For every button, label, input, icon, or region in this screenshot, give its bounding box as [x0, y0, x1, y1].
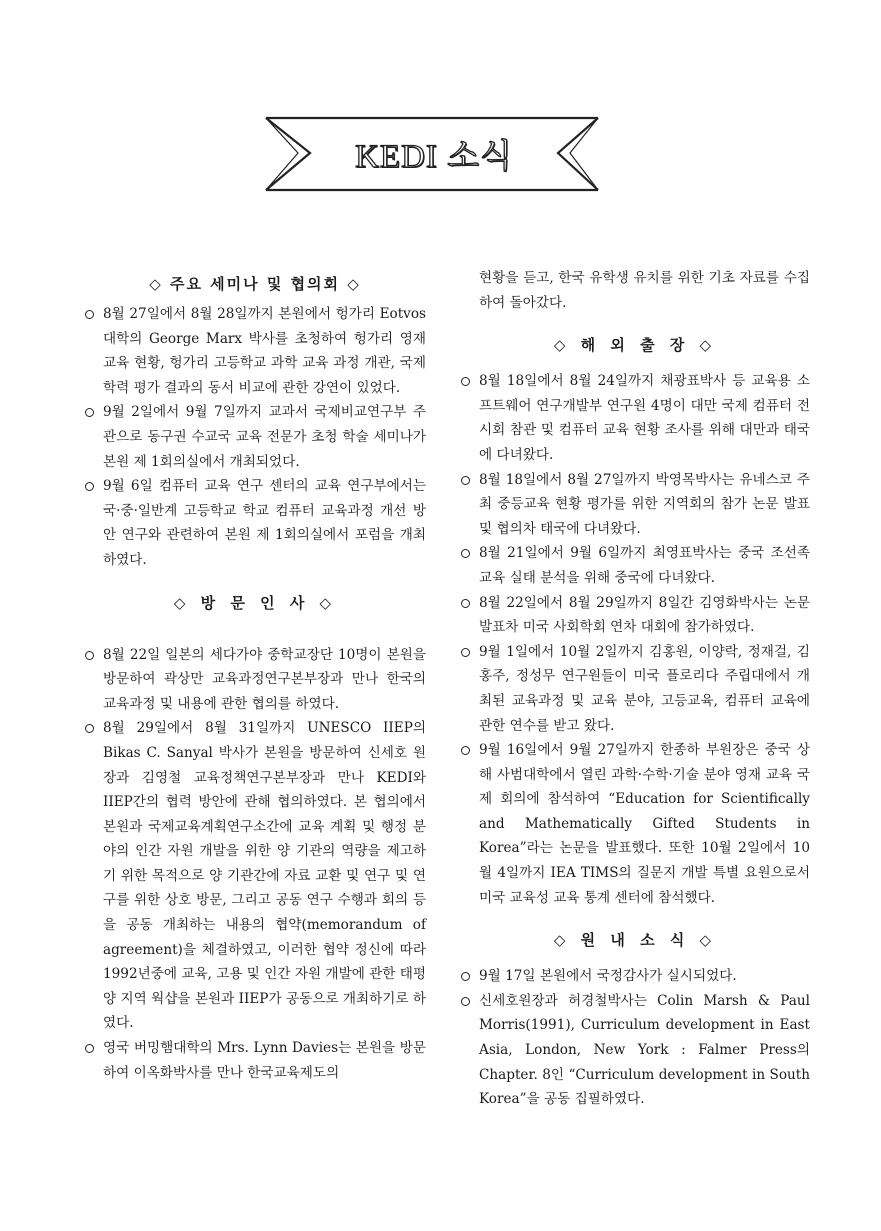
- list-item: 8월 27일에서 8월 28일까지 본원에서 헝가리 Eotvos대학의 George Marx 박사를 초청하여 헝가리 영재 교육 현황, 헝가리 고등학교 과학 교육 과정 개관, 국제 학력 평가 결과의 동서 비교에 관한 강연이 있었다.: [84, 302, 426, 400]
- list-item: 9월 2일에서 9월 7일까지 교과서 국제비교연구부 주관으로 동구권 수교국 교육 전문가 초청 학술 세미나가 본원 제 1회의실에서 개최되었다.: [84, 400, 426, 474]
- seminar-list: [84, 302, 426, 573]
- heading-seminars: ◇ 주요 세미나 및 협의회 ◇: [149, 275, 361, 293]
- kedi-news-banner: [258, 112, 610, 194]
- visit-list: [84, 643, 426, 1086]
- heading-internal-news: ◇ 원 내 소 식 ◇: [553, 931, 717, 950]
- list-item: 9월 16일에서 9월 27일까지 한종하 부원장은 중국 상해 사범대학에서 열린 과학·수학·기술 분야 영재 교육 국제 회의에 참석하여 “Education for Scientifically and Mathematically Gifted Students in Korea”라는 논문을 발표했다. 또한 10월 2일에서 10월 4일까지 IEA TIMS의 질문지 개발 특별 요원으로서 미국 교육성 교육 통계 센터에 참석했다.: [460, 738, 810, 910]
- list-item: 9월 1일에서 10월 2일까지 김홍원, 이양락, 정재걸, 김홍주, 정성무 연구원들이 미국 플로리다 주립대에서 개최된 교육과정 및 교육 분야, 고등교육, 컴퓨터 교육에 관한 연수를 받고 왔다.: [460, 640, 810, 738]
- list-item: 8월 21일에서 9월 6일까지 최영표박사는 중국 조선족 교육 실태 분석을 위해 중국에 다녀왔다.: [460, 541, 810, 590]
- list-item: 8월 29일에서 8월 31일까지 UNESCO IIEP의 Bikas C. Sanyal 박사가 본원을 방문하여 신세호 원장과 김영철 교육정책연구본부장과 만나 KEDI와 IIEP간의 협력 방안에 관해 협의하였다. 본 협의에서 본원과 국제교육계획연구소간에 교육 계획 및 행정 분야의 인간 자원 개발을 위한 양 기관의 역량을 제고하기 위한 목적으로 양 기관간에 자료 교환 및 연구 및 연구를 위한 상호 방문, 그리고 공동 연구 수행과 회의 등을 공동 개최하는 내용의 협약(memorandum of agreement)을 체결하였고, 이러한 협약 정신에 따라 1992년중에 교육, 고용 및 인간 자원 개발에 관한 태평양 지역 웍샵을 본원과 IIEP가 공동으로 개최하기로 하였다.: [84, 716, 426, 1036]
- list-item: 신세호원장과 허경철박사는 Colin Marsh & Paul Morris(1991), Curriculum development in East Asia, London, New York : Falmer Press의 Chapter. 8인 “Curriculum development in South Korea”을 공동 집필하였다.: [460, 989, 810, 1112]
- heading-visits: ◇ 방 문 인 사 ◇: [173, 593, 337, 612]
- list-item: 8월 18일에서 8월 24일까지 채광표박사 등 교육용 소프트웨어 연구개발부 연구원 4명이 대만 국제 컴퓨터 전시회 참관 및 컴퓨터 교육 현황 조사를 위해 대만과 태국에 다녀왔다.: [460, 369, 810, 467]
- list-item: 8월 22일에서 8월 29일까지 8일간 김영화박사는 논문 발표차 미국 사회학회 연차 대회에 참가하였다.: [460, 591, 810, 640]
- list-item: 영국 버밍햄대학의 Mrs. Lynn Davies는 본원을 방문하여 이옥화박사를 만나 한국교육제도의: [84, 1036, 426, 1085]
- right-column: [460, 266, 810, 1112]
- visit-continuation: 현황을 듣고, 한국 유학생 유치를 위한 기초 자료를 수집하여 돌아갔다.: [479, 270, 810, 311]
- list-item: 8월 18일에서 8월 27일까지 박영목박사는 유네스코 주최 중등교육 현황 평가를 위한 지역회의 참가 논문 발표 및 협의차 태국에 다녀왔다.: [460, 468, 810, 542]
- heading-overseas-trips: ◇ 해 외 출 장 ◇: [553, 336, 717, 355]
- left-column: [84, 266, 426, 1085]
- list-item: 9월 6일 컴퓨터 교육 연구 센터의 교육 연구부에서는 국·중·일반계 고등학교 학교 컴퓨터 교육과정 개선 방안 연구와 관련하여 본원 제 1회의실에서 포럼을 개최하였다.: [84, 474, 426, 572]
- banner-title: KEDI 소식: [355, 139, 513, 175]
- news-list: [460, 964, 810, 1112]
- list-item: 8월 22일 일본의 세다가야 중학교장단 10명이 본원을 방문하여 곽상만 교육과정연구본부장과 만나 한국의 교육과정 및 내용에 관한 협의를 하였다.: [84, 643, 426, 717]
- list-item: 9월 17일 본원에서 국정감사가 실시되었다.: [460, 964, 810, 989]
- trip-list: [460, 369, 810, 910]
